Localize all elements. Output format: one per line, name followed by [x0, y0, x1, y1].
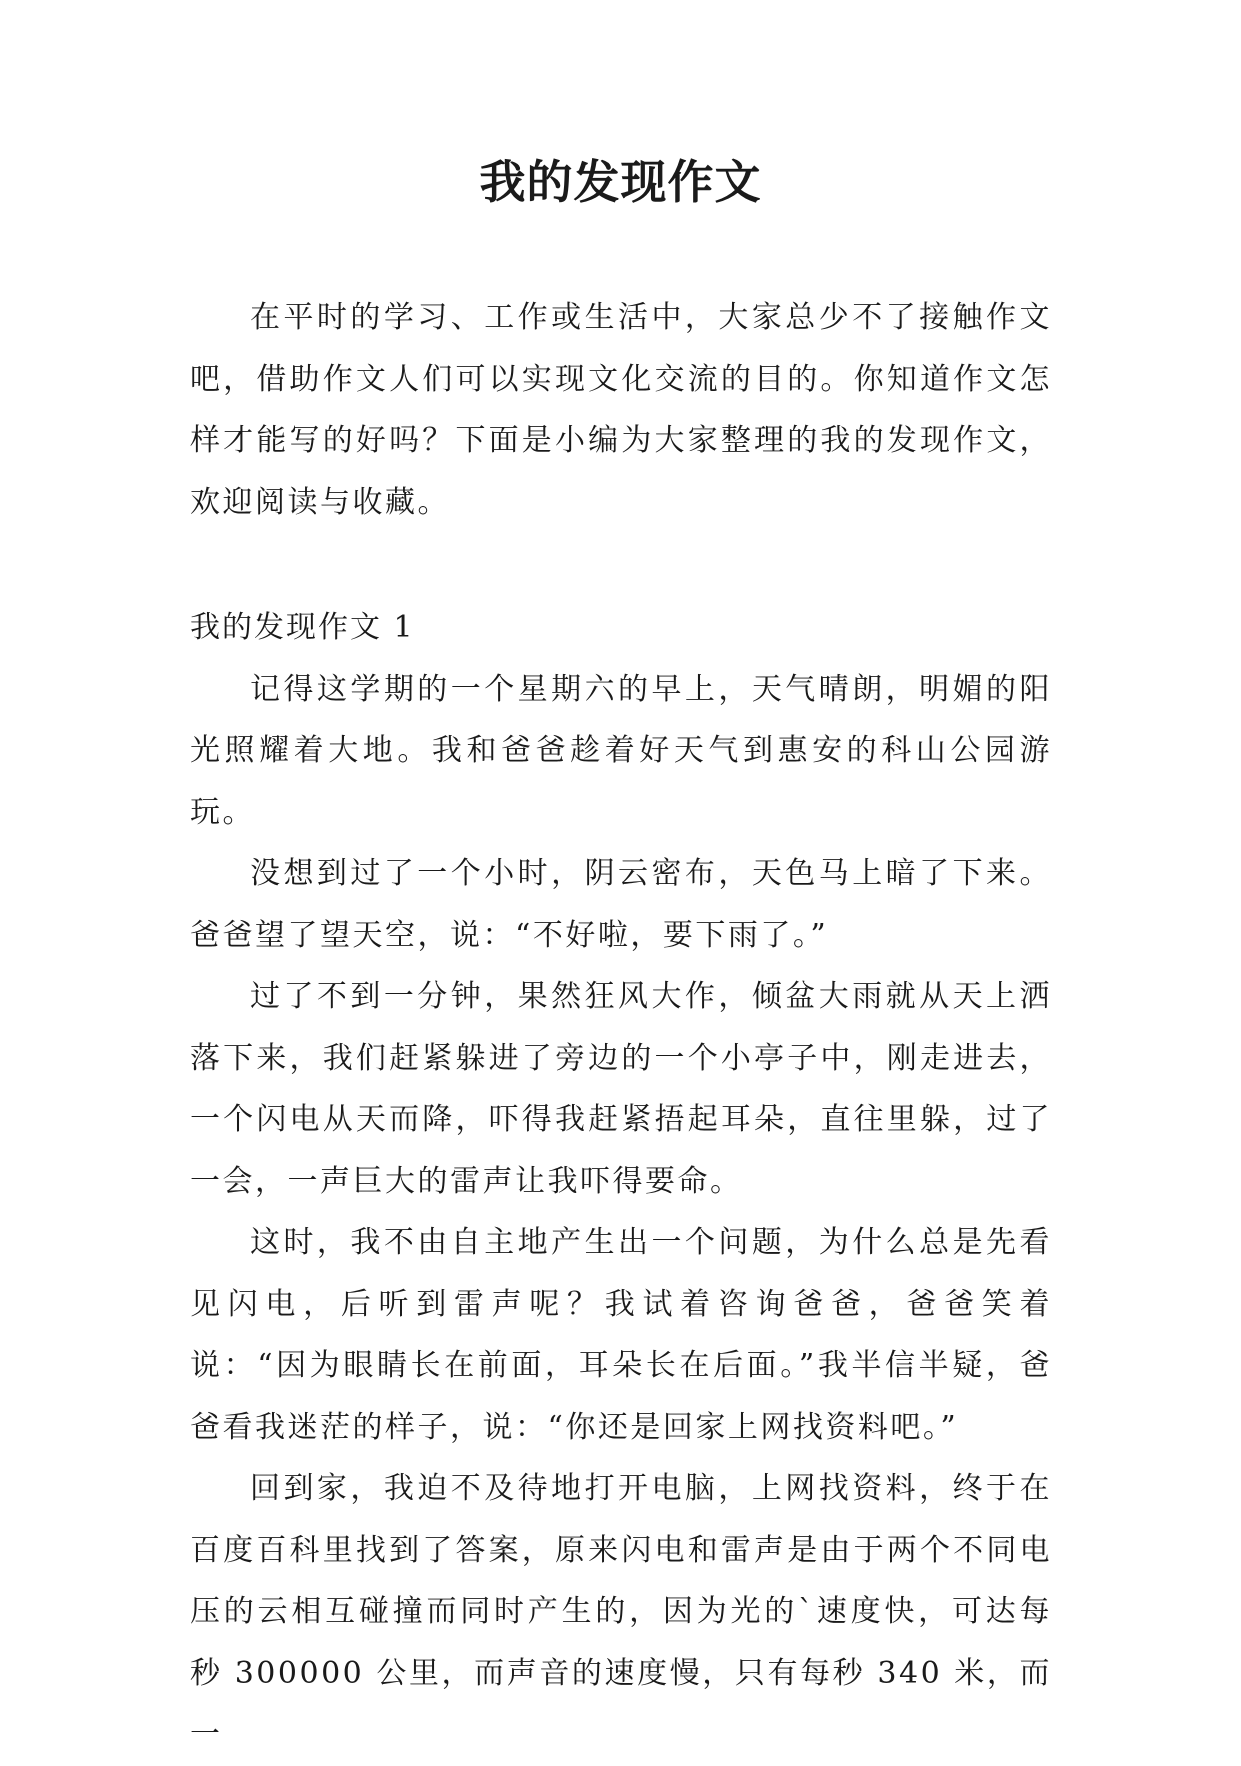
document-title: 我的发现作文 [479, 155, 762, 209]
body-paragraph: 记得这学期的一个星期六的早上，天气晴朗，明媚的阳光照耀着大地。我和爸爸趁着好天气到惠安的科山公园游玩。 [190, 671, 1052, 830]
body-paragraph: 这时，我不由自主地产生出一个问题，为什么总是先看见闪电，后听到雷声呢？我试着咨询爸爸，爸爸笑着说：“因为眼睛长在前面，耳朵长在后面。”我半信半疑，爸爸看我迷茫的样子，说：“你还是回家上网找资料吧。” [190, 1225, 1052, 1445]
body-paragraph: 过了不到一分钟，果然狂风大作，倾盆大雨就从天上洒落下来，我们赶紧躲进了旁边的一个小亭子中，刚走进去，一个闪电从天而降，吓得我赶紧捂起耳朵，直往里躲，过了一会，一声巨大的雷声让我吓得要命。 [190, 979, 1052, 1199]
body-paragraph: 回到家，我迫不及待地打开电脑，上网找资料，终于在百度百科里找到了答案，原来闪电和雷声是由于两个不同电压的云相互碰撞而同时产生的，因为光的`速度快，可达每秒 300000 公里，而声音的速度慢，只有每秒 340 米，而一 [190, 1471, 1052, 1752]
section-heading: 我的发现作文 1 [190, 610, 415, 645]
body-paragraph: 没想到过了一个小时，阴云密布，天色马上暗了下来。爸爸望了望天空，说：“不好啦，要下雨了。” [190, 856, 1052, 953]
intro-paragraph: 在平时的学习、工作或生活中，大家总少不了接触作文吧，借助作文人们可以实现文化交流的目的。你知道作文怎样才能写的好吗？下面是小编为大家整理的我的发现作文，欢迎阅读与收藏。 [190, 300, 1052, 520]
document-body [190, 287, 1052, 1766]
